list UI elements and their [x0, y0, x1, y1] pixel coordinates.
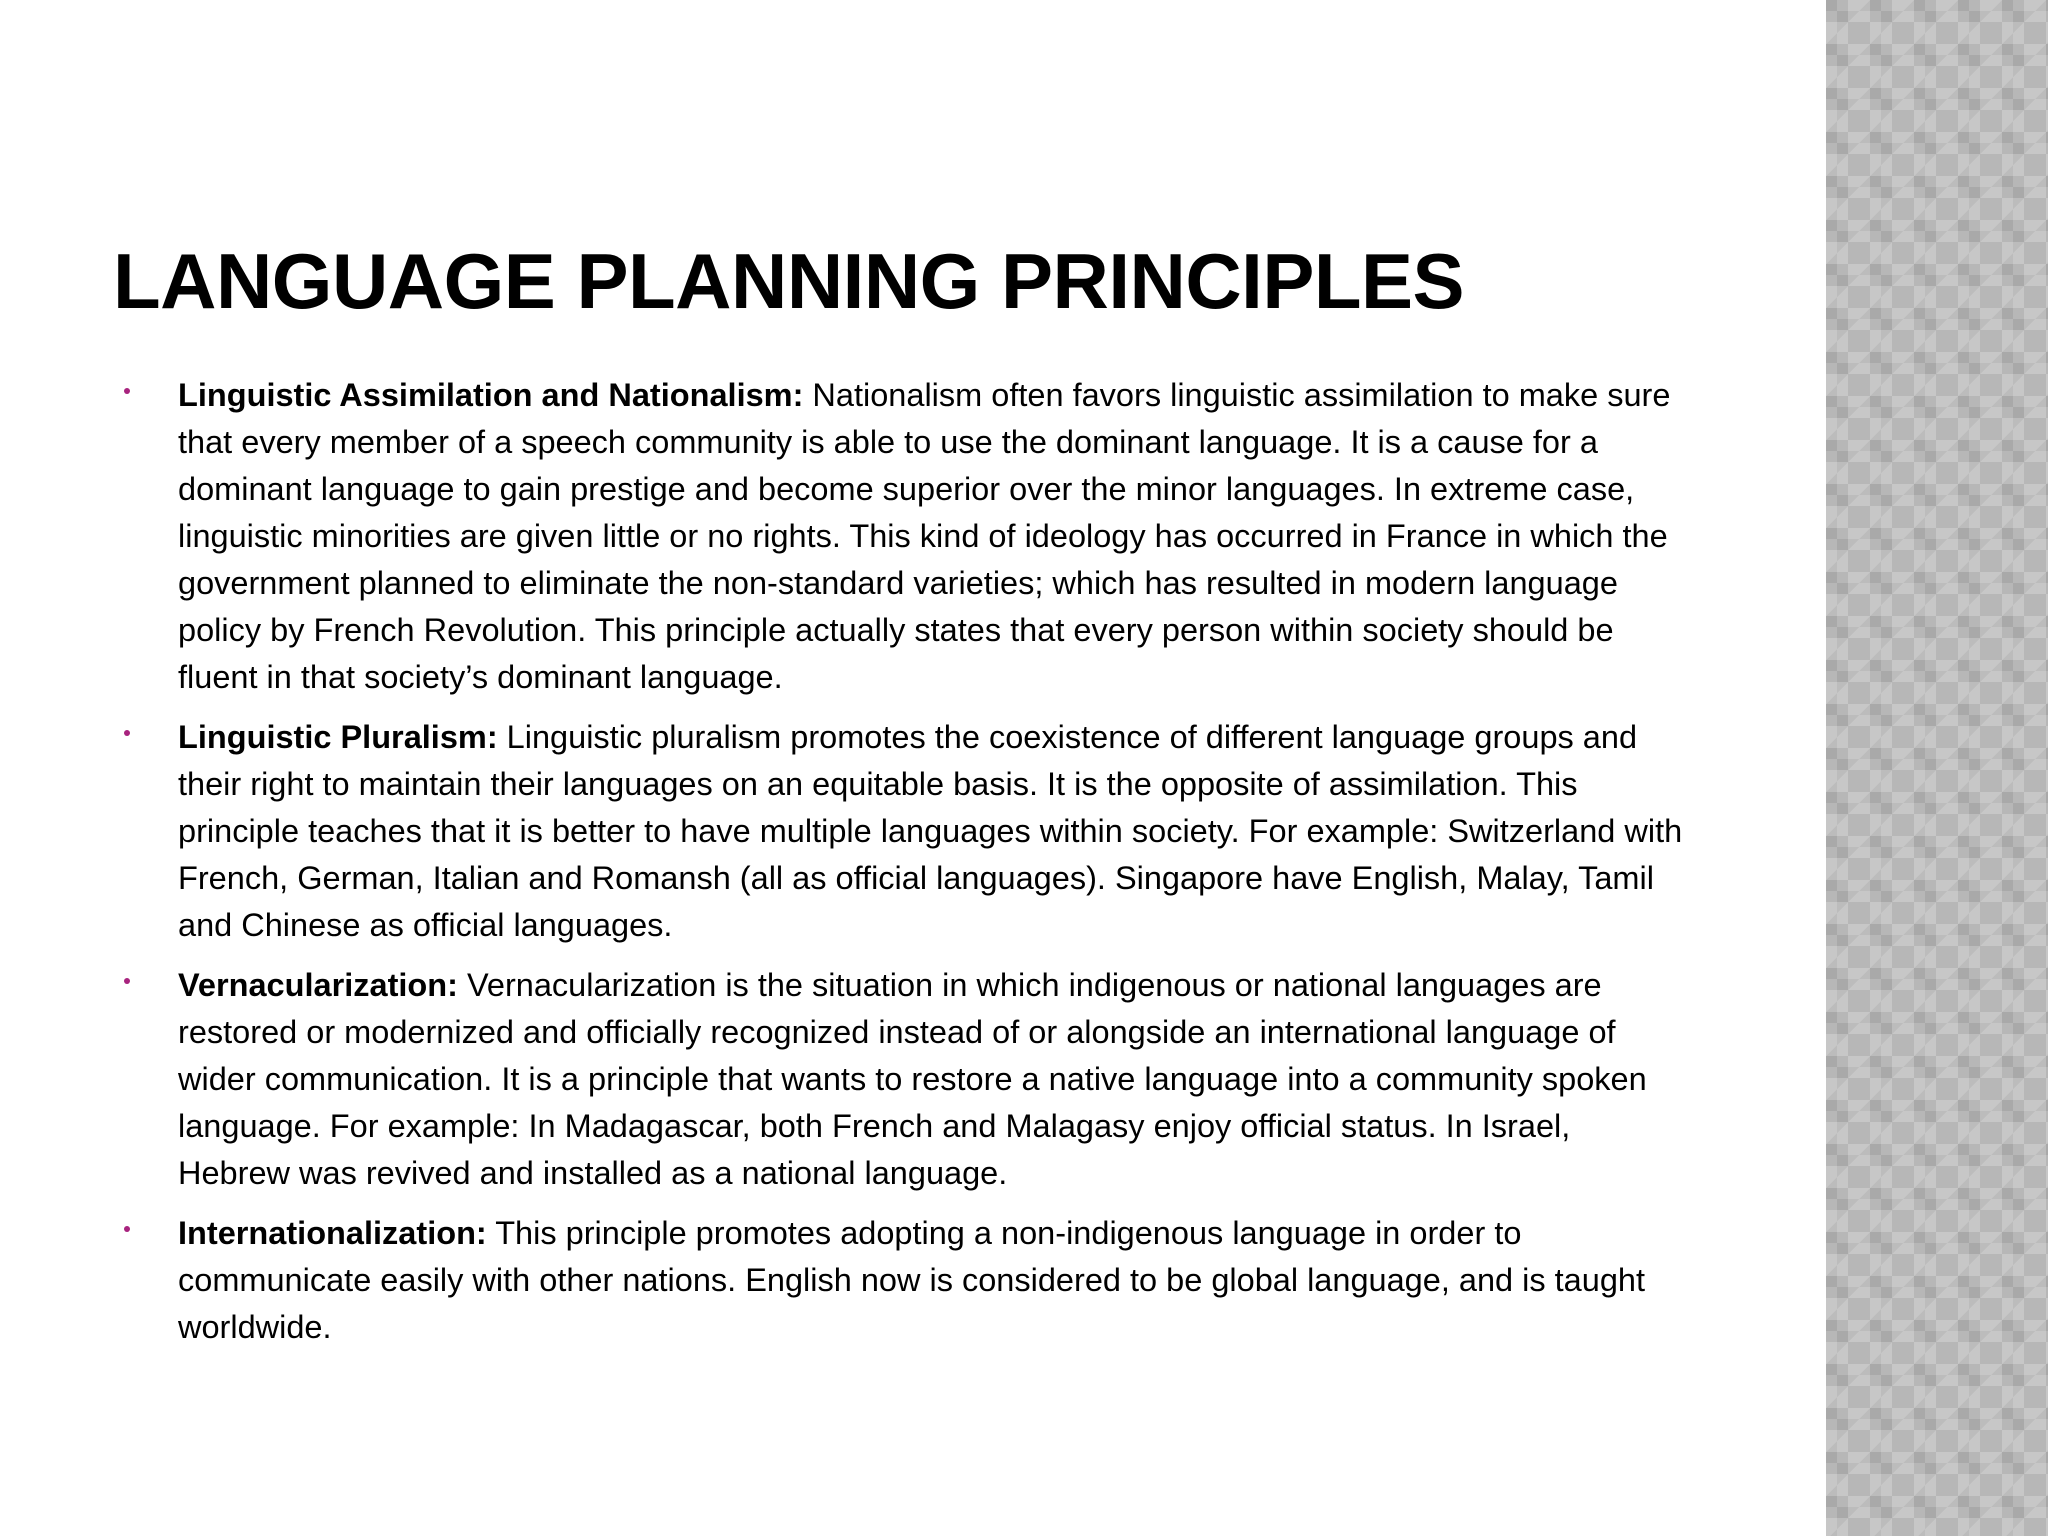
bullet-dot-icon [124, 388, 130, 394]
bullet-term: Linguistic Assimilation and Nationalism: [178, 377, 804, 413]
bullet-text: Nationalism often favors linguistic assimilation to make sure that every member of a speech community is able to use the dominant language. It is a cause for a dominant language to gain prestige and become superior over the minor languages. In extreme case, linguistic minorities are given little or no rights. This kind of ideology has occurred in France in which the government planned to eliminate the non-standard varieties; which has resulted in modern language policy by French Revolution. This principle actually states that every person within society should be fluent in that society’s dominant language. [178, 377, 1671, 695]
slide-title: LANGUAGE PLANNING PRINCIPLES [113, 237, 1465, 325]
bullet-text: This principle promotes adopting a non-indigenous language in order to communicate easily with other nations. English now is considered to be global language, and is taught worldwide. [178, 1215, 1646, 1345]
bullet-item-assimilation [118, 372, 1690, 701]
bullet-term: Internationalization: [178, 1215, 487, 1251]
bullet-term: Linguistic Pluralism: [178, 719, 498, 755]
bullet-item-vernacularization [118, 962, 1690, 1197]
bullet-dot-icon [124, 978, 130, 984]
bullet-term: Vernacularization: [178, 967, 458, 1003]
bullet-dot-icon [124, 1226, 130, 1232]
bullet-text: Vernacularization is the situation in which indigenous or national languages are restored or modernized and officially recognized instead of or alongside an international language of wider communication. It is a principle that wants to restore a native language into a community spoken language. For example: In Madagascar, both French and Malagasy enjoy official status. In Israel, Hebrew was revived and installed as a national language. [178, 967, 1647, 1191]
bullet-item-pluralism [118, 714, 1690, 949]
bullet-list [118, 372, 1690, 1364]
decorative-side-pattern [1826, 0, 2048, 1536]
bullet-text: Linguistic pluralism promotes the coexistence of different language groups and their right to maintain their languages on an equitable basis. It is the opposite of assimilation. This principle teaches that it is better to have multiple languages within society. For example: Switzerland with French, German, Italian and Romansh (all as official languages). Singapore have English, Malay, Tamil and Chinese as official languages. [178, 719, 1683, 943]
bullet-item-internationalization [118, 1210, 1690, 1351]
bullet-dot-icon [124, 730, 130, 736]
